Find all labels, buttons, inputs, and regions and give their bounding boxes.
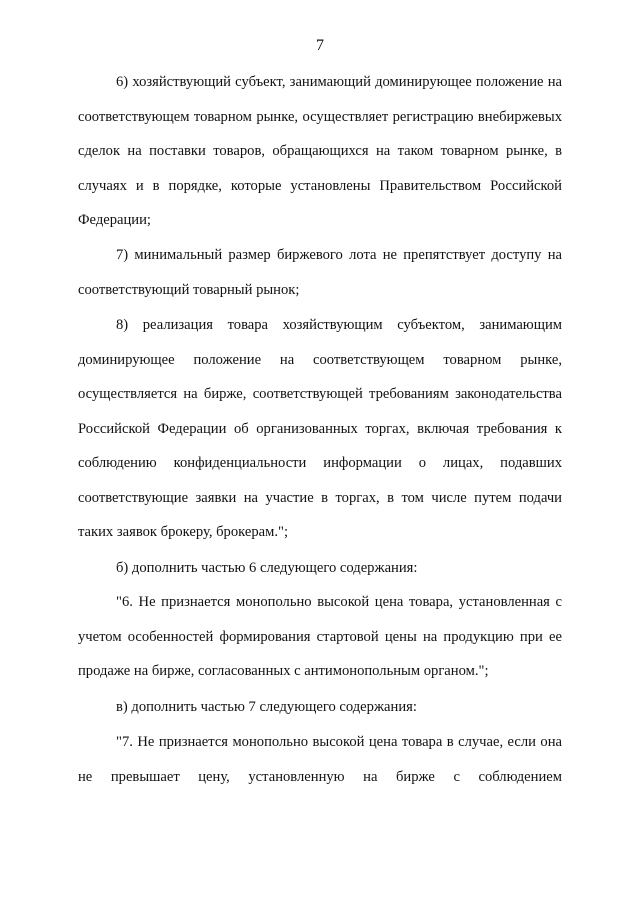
page-number: 7 bbox=[316, 37, 324, 54]
paragraph-item-6: 6) хозяйствующий субъект, занимающий доминирующее положение на соответствующем товарном рынке, осуществляет регистрацию внебиржевых сделок на поставки товаров, обращающихся на таком товарном рынке, в случаях и в порядке, которые установлены Правительством Российской Федерации; bbox=[78, 74, 562, 228]
paragraph-item-7: 7) минимальный размер биржевого лота не препятствует доступу на соответствующий товарный рынок; bbox=[78, 247, 562, 298]
paragraph-v-add-part-7: в) дополнить частью 7 следующего содержания: bbox=[116, 699, 417, 715]
paragraph-item-8: 8) реализация товара хозяйствующим субъектом, занимающим доминирующее положение на соответствующем товарном рынке, осуществляется на бирже, соответствующей требованиям законодательства Российской Федерации об организованных торгах, включая требования к соблюдению конфиденциальности информации о лицах, подавших соответствующие заявки на участие в торгах, в том числе путем подачи таких заявок брокеру, брокерам."; bbox=[78, 317, 562, 540]
paragraph-part-7-text: "7. Не признается монопольно высокой цена товара в случае, если она не превышает цену, установленную на бирже с соблюдением bbox=[78, 734, 562, 785]
paragraph-b-add-part-6: б) дополнить частью 6 следующего содержания: bbox=[116, 560, 418, 576]
paragraph-part-6-text: "6. Не признается монопольно высокой цена товара, установленная с учетом особенностей формирования стартовой цены на продукцию при ее продаже на бирже, согласованных с антимонопольным органом."; bbox=[78, 594, 562, 679]
